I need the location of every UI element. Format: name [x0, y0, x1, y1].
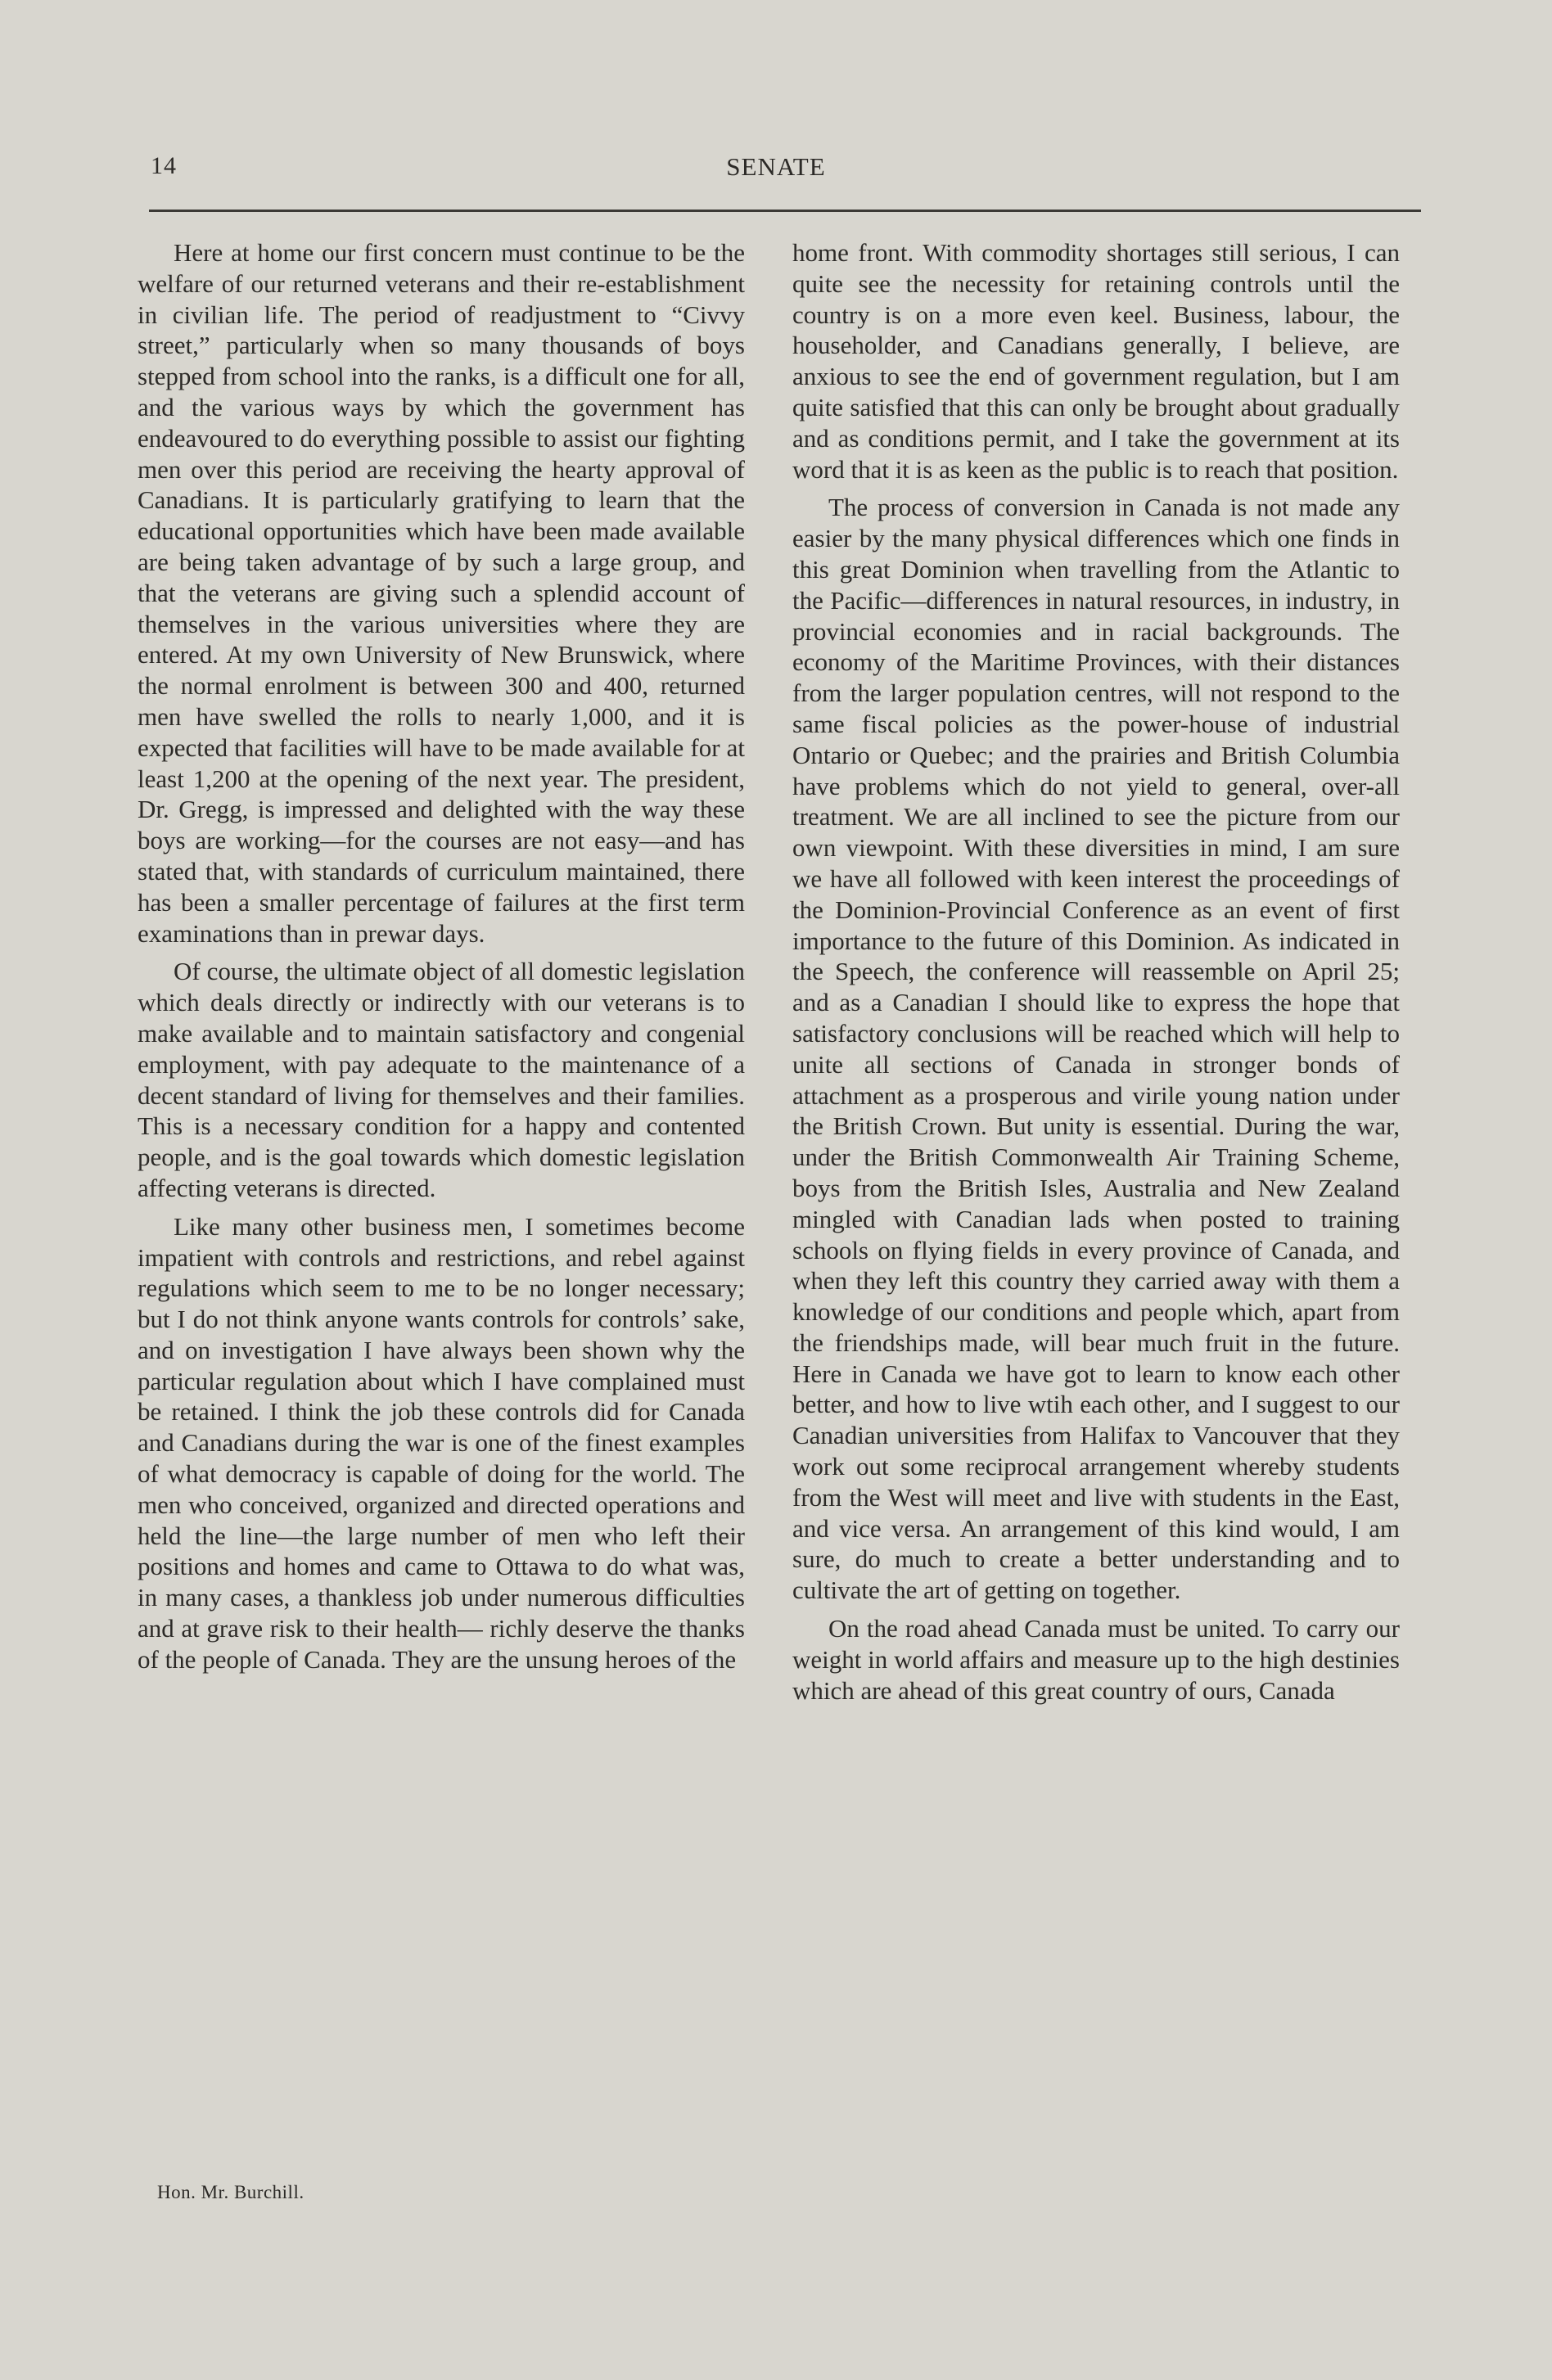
left-column — [138, 237, 745, 1683]
header-rule — [149, 210, 1421, 212]
right-paragraph-3: On the road ahead Canada must be united. To carry our weight in world affairs and measure up to the high destinies which are ahead of this great country of ours, Canada — [792, 1614, 1400, 1705]
left-paragraph-3: Like many other business men, I sometimes become impatient with controls and restrictions, and rebel against regulations which seem to me to be no longer necessary; but I do not think anyone wants controls for controls’ sake, and on investigation I have always been shown why the particular regulation about which I have complained must be retained. I think the job these controls did for Canada and Canadians during the war is one of the finest examples of what democracy is capable of doing for the world. The men who conceived, organized and directed operations and held the line—the large number of men who left their positions and homes and came to Ottawa to do what was, in many cases, a thankless job under numerous difficulties and at grave risk to their health— richly deserve the thanks of the people of Canada. They are the unsung heroes of the — [138, 1211, 745, 1674]
right-paragraph-1: home front. With commodity shortages still serious, I can quite see the necessity for retaining controls until the country is on a more even keel. Business, labour, the householder, and Canadians generally, I believe, are anxious to see the end of government regulation, but I am quite satisfied that this can only be brought about gradually and as conditions permit, and I take the government at its word that it is as keen as the public is to reach that position. — [792, 238, 1400, 484]
right-paragraph-2: The process of conversion in Canada is not made any easier by the many physical differences which one finds in this great Dominion when travelling from the Atlantic to the Pacific—differences in natural resources, in industry, in provincial economies and in racial backgrounds. The economy of the Maritime Provinces, with their distances from the larger population centres, will not respond to the same fiscal policies as the power-house of industrial Ontario or Quebec; and the prairies and British Columbia have problems which do not yield to general, over-all treatment. We are all inclined to see the picture from our own viewpoint. With these diversities in mind, I am sure we have all followed with keen interest the proceedings of the Dominion-Provincial Conference as an event of first importance to the future of this Dominion. As indicated in the Speech, the conference will reassemble on April 25; and as a Canadian I should like to express the hope that satisfactory conclusions will be reached which will help to unite all sections of Canada in stronger bonds of attachment as a prosperous and virile young nation under the British Crown. But unity is essential. During the war, under the British Commonwealth Air Training Scheme, boys from the British Isles, Australia and New Zealand mingled with Canadian lads when posted to training schools on flying fields in every province of Canada, and when they left this country they carried away with them a knowledge of our conditions and people which, apart from the friendships made, will bear much fruit in the future. Here in Canada we have got to learn to know each other better, and how to live wtih each other, and I suggest to our Canadian universities from Halifax to Vancouver that they work out some reciprocal arrangement whereby students from the West will meet and live with students in the East, and vice versa. An arrangement of this kind would, I am sure, do much to create a better understanding and to cultivate the art of getting on together. — [792, 493, 1400, 1605]
left-paragraph-2: Of course, the ultimate object of all domestic legislation which deals directly or indirectly with our veterans is to make available and to maintain satisfactory and congenial employment, with pay adequate to the maintenance of a decent standard of living for themselves and their families. This is a necessary condition for a happy and contented people, and is the goal towards which domestic legislation affecting veterans is directed. — [138, 957, 745, 1202]
left-paragraph-1: Here at home our first concern must continue to be the welfare of our returned veterans and their re-establishment in civilian life. The period of readjustment to “Civvy street,” particularly when so many thousands of boys stepped from school into the ranks, is a difficult one for all, and the various ways by which the government has endeavoured to do everything possible to assist our fighting men over this period are receiving the hearty approval of Canadians. It is particularly gratifying to learn that the educational opportunities which have been made available are being taken advantage of by such a large group, and that the veterans are giving such a splendid account of themselves in the various universities where they are entered. At my own University of New Brunswick, where the normal enrolment is between 300 and 400, returned men have swelled the rolls to nearly 1,000, and it is expected that facilities will have to be made available for at least 1,200 at the opening of the next year. The president, Dr. Gregg, is impressed and delighted with the way these boys are working—for the courses are not easy—and has stated that, with standards of curriculum maintained, there has been a smaller percentage of failures at the first term examinations than in prewar days. — [138, 238, 745, 948]
page-number: 14 — [151, 152, 177, 179]
right-column — [792, 237, 1400, 1713]
running-head: SENATE — [726, 152, 826, 181]
speaker-note: Hon. Mr. Burchill. — [157, 2182, 305, 2202]
